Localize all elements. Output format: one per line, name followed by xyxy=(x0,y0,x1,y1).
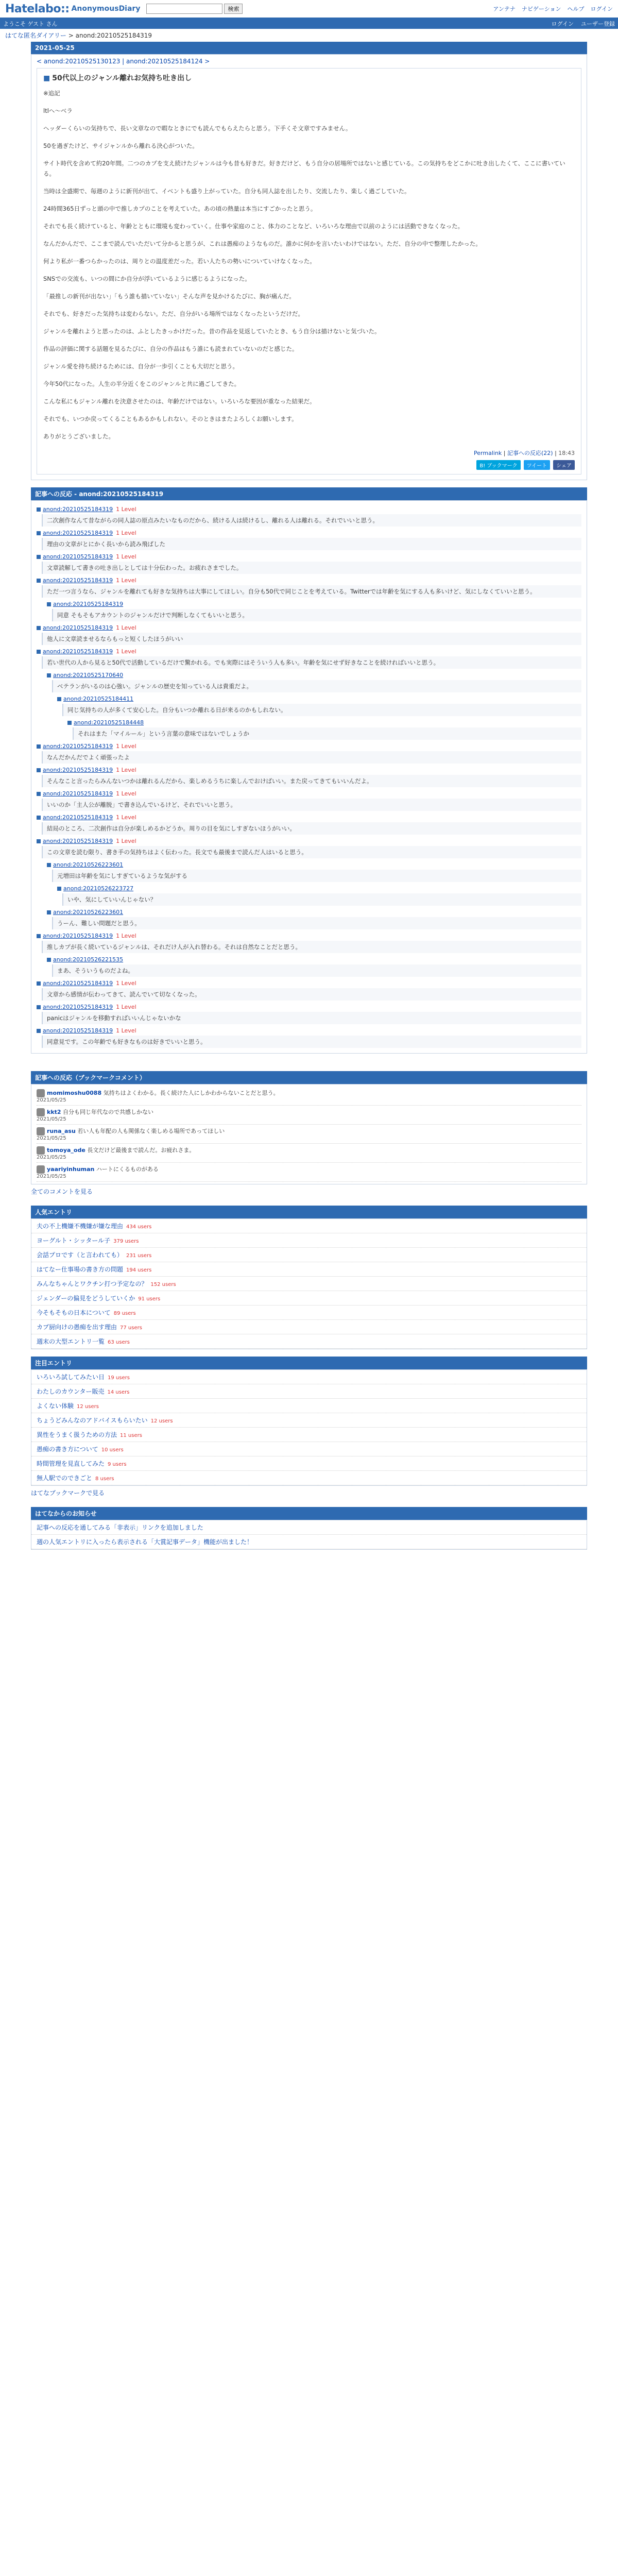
comment-id-link[interactable]: anond:20210526223727 xyxy=(63,885,134,892)
comment-header xyxy=(47,909,581,916)
article-paragraph: ありがとうございました。 xyxy=(43,433,114,440)
article-paragraph: ジャンル愛を持ち続けるためには、自分が一歩引くことも大切だと思う。 xyxy=(43,363,238,370)
comment-item xyxy=(37,1004,581,1024)
trackback-text: 長文だけど最後まで読んだ。お疲れさま。 xyxy=(87,1147,195,1154)
comment-id-link[interactable]: anond:20210525184319 xyxy=(43,743,113,750)
day-nav-next[interactable]: > xyxy=(204,58,210,65)
entry-users-badge: 19 users xyxy=(108,1375,130,1381)
article-paragraph: 24時間365日ずっと頭の中で推しカプのことを考えていた。あの頃の熱量は本当にすごかったと思う。 xyxy=(43,205,317,212)
popular-header: 人気エントリ xyxy=(31,1206,587,1218)
day-date: 2021-05-25 xyxy=(31,42,587,54)
comment-bullet-icon xyxy=(37,555,41,559)
entry-title[interactable]: みんなちゃんとワクチン打つ予定なの？ xyxy=(37,1280,148,1287)
comment-item xyxy=(37,506,581,527)
reactions-link[interactable]: 記事への反応(22) xyxy=(507,450,553,456)
subbar-register[interactable]: ユーザー登録 xyxy=(581,21,615,27)
breadcrumb-current: anond:20210525184319 xyxy=(75,32,152,39)
comment-id-link[interactable]: anond:20210525184319 xyxy=(43,1004,113,1010)
comment-header xyxy=(47,601,581,607)
entry-users-badge: 14 users xyxy=(107,1389,130,1395)
entry-title[interactable]: 時間管理を見直してみた xyxy=(37,1460,105,1467)
comment-bullet-icon xyxy=(37,1005,41,1009)
bookmark-view-link[interactable]: はてなブックマークで見る xyxy=(31,1489,105,1497)
article-paragraph: ltlへ～ベラ xyxy=(43,107,73,114)
entry-title[interactable]: 今そもそもの日本について xyxy=(37,1309,111,1316)
comment-id-link[interactable]: anond:20210526221535 xyxy=(53,956,124,963)
comment-bullet-icon xyxy=(37,1029,41,1033)
comment-header xyxy=(57,885,581,892)
entry-users-badge: 379 users xyxy=(113,1239,139,1244)
entry-title[interactable]: ジェンダーの偏見をどうしていくか xyxy=(37,1295,135,1302)
day-nav-link-1[interactable]: anond:20210525130123 xyxy=(43,58,121,65)
comment-item xyxy=(37,838,581,858)
comment-item xyxy=(37,814,581,835)
article-paragraph: ジャンルを離れようと思ったのは、ふとしたきっかけだった。昔の作品を見返していたとき、もう自分は描けないと気づいた。 xyxy=(43,328,381,335)
trackback-text: ハートにくるものがある xyxy=(96,1166,159,1173)
comment-item xyxy=(47,861,581,882)
user-avatar-icon xyxy=(37,1146,45,1155)
entry-item[interactable] xyxy=(31,1399,587,1413)
comment-header xyxy=(37,790,581,797)
article-paragraph: なんだかんだで、ここまで読んでいただいて分かると思うが、これは愚痴のようなものだ。誰かに何かを言いたいわけではない。ただ、自分の中で整理したかった。 xyxy=(43,240,482,247)
search-button[interactable]: 検索 xyxy=(224,4,243,14)
comment-header xyxy=(37,624,581,631)
entry-item[interactable] xyxy=(31,1370,587,1384)
article-paragraph: それでも長く続けていると、年齢とともに環境も変わっていく。仕事や家庭のこと、体力のことなど、いろいろな理由で以前のようには活動できなくなった。 xyxy=(43,223,464,230)
popular-list xyxy=(31,1218,587,1349)
comment-body: 他人に文章読ませるならもっと短くしたほうがいい xyxy=(42,633,581,645)
comment-header xyxy=(37,530,581,536)
facebook-share-button[interactable]: シェア xyxy=(553,460,575,470)
comment-id-link[interactable]: anond:20210525184319 xyxy=(43,1027,113,1034)
entry-users-badge: 9 users xyxy=(108,1462,127,1467)
comment-item xyxy=(47,909,581,929)
article-paragraph: 「最推しの新刊が出ない」「もう誰も描いていない」そんな声を見かけるたびに、胸が痛んだ。 xyxy=(43,293,295,300)
article-paragraph: 当時は全盛期で、毎週のように新刊が出て、イベントも盛り上がっていた。自分も同人誌を出したり、交流したり、楽しく過ごしていた。 xyxy=(43,188,410,195)
comment-body: 同意 そもそもアカウントのジャンルだけで判断しなくてもいいと思う。 xyxy=(52,609,581,621)
spacer xyxy=(31,1054,587,1064)
comment-body: いや、気にしていいんじゃない？ xyxy=(62,893,581,906)
entry-item[interactable] xyxy=(31,1248,587,1262)
entry-item[interactable] xyxy=(31,1428,587,1442)
comment-body: いいのか「主人公が離脱」で書き込んでいるけど、それでいいと思う。 xyxy=(42,799,581,811)
entry-title[interactable]: 記事への反応を通してみる「非表示」リンクを追加しました xyxy=(37,1524,203,1531)
article-title[interactable]: ■ 50代以上のジャンル離れお気持ち吐き出し xyxy=(43,73,575,83)
article-paragraph: 50を過ぎたけど、サイジャンルから離れる決心がついた。 xyxy=(43,142,198,149)
comment-id-link[interactable]: anond:20210526223601 xyxy=(53,861,124,868)
comment-body: panicはジャンルを移動すればいいんじゃないかな xyxy=(42,1012,581,1024)
entry-item[interactable] xyxy=(31,1520,587,1535)
breadcrumb xyxy=(0,29,618,42)
entry-users-badge: 8 users xyxy=(95,1476,114,1482)
comment-bullet-icon xyxy=(37,531,41,535)
comment-header xyxy=(37,553,581,560)
article-paragraph: こんな私にもジャンル離れを決意させたのは、年齢だけではない。いろいろな要因が重なった結果だ。 xyxy=(43,398,316,405)
comment-body: 若い世代の人から見ると50代で活動しているだけで驚かれる。でも実際にはそういう人も多い。年齢を気にせず好きなことを続ければいいと思う。 xyxy=(42,656,581,669)
entry-item[interactable] xyxy=(31,1277,587,1291)
comment-bullet-icon xyxy=(37,579,41,583)
comment-bullet-icon xyxy=(47,910,51,914)
comment-bullet-icon xyxy=(37,744,41,749)
trackback-text: 自分も同じ年代なので共感しかない xyxy=(63,1109,154,1115)
article-paragraph: 何より私が一番つらかったのは、周りとの温度差だった。若い人たちの勢いについていけなくなった。 xyxy=(43,258,316,265)
entry-item[interactable] xyxy=(31,1306,587,1320)
comment-bullet-icon xyxy=(37,792,41,796)
comment-bullet-icon xyxy=(47,863,51,867)
trackback-user[interactable]: runa_asu xyxy=(47,1128,76,1134)
comment-bullet-icon xyxy=(37,650,41,654)
comment-id-link[interactable]: anond:20210525184319 xyxy=(43,814,113,821)
entry-title[interactable]: 無人駅でのできごと xyxy=(37,1475,93,1482)
comment-item xyxy=(37,1027,581,1048)
comment-header xyxy=(37,838,581,844)
hot-header: 注目エントリ xyxy=(31,1357,587,1369)
comment-bullet-icon xyxy=(67,721,72,725)
top-link-navigation[interactable]: ナビゲーション xyxy=(521,6,561,12)
comment-level-badge: 1 Level xyxy=(116,624,136,631)
comment-bullet-icon xyxy=(47,958,51,962)
entry-title[interactable]: ちょうどみんなのアドバイスもらいたい xyxy=(37,1417,148,1424)
entry-item[interactable] xyxy=(31,1471,587,1485)
comment-item xyxy=(37,553,581,574)
trackback-meta: 2021/05/25 xyxy=(37,1116,66,1122)
entry-title[interactable]: 異性をうまく扱うための方法 xyxy=(37,1431,117,1438)
entry-users-badge: 12 users xyxy=(77,1404,99,1410)
comment-level-badge: 1 Level xyxy=(116,790,136,797)
comment-header xyxy=(37,933,581,939)
comment-item xyxy=(47,672,581,692)
article xyxy=(37,68,581,474)
post-time: 18:43 xyxy=(558,450,575,456)
breadcrumb-separator: > xyxy=(66,32,76,39)
comment-item xyxy=(37,933,581,953)
top-link-antenna[interactable]: アンテナ xyxy=(493,6,516,12)
site-logo-sub[interactable]: AnonymousDiary xyxy=(71,5,141,13)
entry-item[interactable] xyxy=(31,1233,587,1248)
comment-item xyxy=(37,624,581,645)
entry-title[interactable]: はてなー仕事場の書き方の問題 xyxy=(37,1266,124,1273)
notice-list xyxy=(31,1520,587,1550)
comment-header xyxy=(37,1004,581,1010)
comments-header: 記事への反応 - anond:20210525184319 xyxy=(31,487,587,500)
comment-bullet-icon xyxy=(37,507,41,512)
entry-item[interactable] xyxy=(31,1262,587,1277)
trackback-user[interactable]: momimoshu0088 xyxy=(47,1090,102,1096)
entry-users-badge: 434 users xyxy=(126,1224,152,1230)
comment-body: 二次創作なんて昔ながらの同人誌の原点みたいなものだから、続ける人は続けるし、離れる人は離れる。それでいいと思う。 xyxy=(42,514,581,527)
entry-title[interactable]: よくない体験 xyxy=(37,1402,74,1410)
comment-header xyxy=(37,506,581,513)
trackback-item xyxy=(37,1144,581,1163)
comment-id-link[interactable]: anond:20210525184319 xyxy=(43,933,113,939)
notice-header: はてなからのお知らせ xyxy=(31,1507,587,1520)
day-nav-separator: | xyxy=(120,58,127,65)
trackback-meta: 2021/05/25 xyxy=(37,1136,66,1141)
subbar-login[interactable]: ログイン xyxy=(551,21,574,27)
comment-bullet-icon xyxy=(37,934,41,938)
article-paragraph: ヘッダーくらいの気持ちで、長い文章なので暇なときにでも読んでもらえたらと思う。下手くそ文章ですみません。 xyxy=(43,125,352,132)
comment-body: この文章を読む限り、書き手の気持ちはよく伝わった。長文でも最後まで読んだ人はいると思う。 xyxy=(42,846,581,858)
comment-header xyxy=(47,672,581,679)
comment-header xyxy=(47,956,581,963)
trackback-text: 若い人も年配の人も関係なく楽しめる場所であってほしい xyxy=(77,1128,225,1134)
trackback-item xyxy=(37,1106,581,1125)
comment-bullet-icon xyxy=(37,626,41,630)
comment-body: 推しカプが長く続いているジャンルは、それだけ人が入れ替わる。それは自然なことだと思う。 xyxy=(42,941,581,953)
comment-id-link[interactable]: anond:20210525184411 xyxy=(63,696,134,702)
comment-item xyxy=(67,719,581,740)
comment-bullet-icon xyxy=(47,602,51,606)
site-logo[interactable]: Hatelabo:: xyxy=(5,2,70,15)
entry-item[interactable] xyxy=(31,1291,587,1306)
trackback-text: 気持ちはよくわかる。長く続けた人にしかわからないことだと思う。 xyxy=(103,1090,279,1096)
entry-title[interactable]: いろいろ試してみたい日 xyxy=(37,1374,105,1381)
entry-users-badge: 231 users xyxy=(126,1253,152,1259)
comment-bullet-icon xyxy=(37,768,41,772)
comment-body: 理由の文章がとにかく長いから読み飛ばした xyxy=(42,538,581,550)
comment-id-link[interactable]: anond:20210525184319 xyxy=(43,767,113,773)
article-footer: Permalink | 記事への反応(22) | 18:43 xyxy=(474,450,575,456)
sub-bar xyxy=(0,19,618,29)
comment-body: 結局のところ、二次創作は自分が楽しめるかどうか。周りの目を気にしすぎないほうがいい。 xyxy=(42,822,581,835)
trackback-user[interactable]: tomoya_ode xyxy=(47,1147,85,1154)
trackback-user[interactable]: yaariyinhuman xyxy=(47,1166,95,1173)
comment-level-badge: 1 Level xyxy=(116,577,136,584)
comment-bullet-icon xyxy=(47,673,51,677)
comment-level-badge: 1 Level xyxy=(116,743,136,750)
breadcrumb-root[interactable]: はてな匿名ダイアリー xyxy=(5,32,66,39)
comment-body: 同意見です。この年齢でも好きなものは好きでいいと思う。 xyxy=(42,1036,581,1048)
entry-item[interactable] xyxy=(31,1320,587,1334)
comment-level-badge: 1 Level xyxy=(116,838,136,844)
comment-header xyxy=(37,980,581,987)
comment-header xyxy=(37,1027,581,1034)
top-link-help[interactable]: ヘルプ xyxy=(567,6,585,12)
comment-bullet-icon xyxy=(57,887,61,891)
trackback-item xyxy=(37,1125,581,1144)
comment-bullet-icon xyxy=(37,839,41,843)
welcome-text: ようこそ ゲスト さん xyxy=(3,21,58,27)
comment-bullet-icon xyxy=(37,981,41,986)
comment-id-link[interactable]: anond:20210525184319 xyxy=(43,648,113,655)
comment-id-link[interactable]: anond:20210525184319 xyxy=(43,553,113,560)
comment-header xyxy=(37,767,581,773)
trackbacks-list xyxy=(31,1084,587,1184)
entry-users-badge: 91 users xyxy=(138,1296,161,1302)
day-nav xyxy=(31,55,587,68)
user-avatar-icon xyxy=(37,1089,45,1097)
comment-body: なんだかんだでよく頑張ったよ xyxy=(42,751,581,764)
comment-id-link[interactable]: anond:20210525184319 xyxy=(53,601,124,607)
comment-item xyxy=(37,980,581,1001)
trackback-meta: 2021/05/25 xyxy=(37,1097,66,1103)
comment-id-link[interactable]: anond:20210525184319 xyxy=(43,506,113,513)
entry-users-badge: 11 users xyxy=(120,1433,142,1438)
comment-item xyxy=(47,956,581,977)
comment-item xyxy=(37,790,581,811)
comment-item xyxy=(37,767,581,787)
article-paragraph: SNSでの交流も、いつの間にか自分が浮いているように感じるようになった。 xyxy=(43,275,251,282)
comment-level-badge: 1 Level xyxy=(116,553,136,560)
comment-item xyxy=(57,696,581,716)
trackback-item xyxy=(37,1163,581,1182)
comment-body: ベテランがいるのは心強い。ジャンルの歴史を知っている人は貴重だよ。 xyxy=(52,680,581,692)
comment-body: それはまた「マイルール」という言葉の意味ではないでしょうか xyxy=(73,727,581,740)
comment-level-badge: 1 Level xyxy=(116,1027,136,1034)
day-nav-prev[interactable]: < xyxy=(37,58,42,65)
entry-title[interactable]: ヨーグルト・シッタール子 xyxy=(37,1237,111,1244)
entry-title[interactable]: 週末の大型エントリ一覧 xyxy=(37,1338,105,1345)
comment-id-link[interactable]: anond:20210525184319 xyxy=(43,530,113,536)
comment-body: ただ一つ言うなら、ジャンルを離れても好きな気持ちは大事にしてほしい。自分も50代で同じことを考えている。Twitterでは年齢を気にする人も多いけど、気にしなくていいと思う。 xyxy=(42,585,581,598)
article-paragraph: サイト時代を含めて約20年間。二つのカプを支え続けたジャンルは今も昔も好きだ。好きだけど、もう自分の居場所ではないと感じている。この気持ちをどこかに吐き出したくて、ここに書いている。 xyxy=(43,160,565,177)
entry-item[interactable] xyxy=(31,1219,587,1233)
comment-level-badge: 1 Level xyxy=(116,506,136,513)
top-link-login[interactable]: ログイン xyxy=(590,6,613,12)
entry-item[interactable] xyxy=(31,1384,587,1399)
entry-title[interactable]: 愚痴の書き方について xyxy=(37,1446,98,1453)
article-paragraph: ※追記 xyxy=(43,90,60,97)
main-content xyxy=(31,42,587,1550)
entry-users-badge: 77 users xyxy=(120,1325,142,1331)
entry-item[interactable] xyxy=(31,1334,587,1349)
top-links xyxy=(493,5,613,13)
comment-header xyxy=(67,719,581,726)
comment-body: 元増田は年齢を気にしすぎているような気がする xyxy=(52,870,581,882)
trackback-item xyxy=(37,1087,581,1106)
trackbacks-header: 記事への反応（ブックマークコメント） xyxy=(31,1071,587,1084)
comment-item xyxy=(37,743,581,764)
comment-id-link[interactable]: anond:20210525184448 xyxy=(74,719,144,726)
entry-title[interactable]: 会話プロです（と言われても） xyxy=(37,1251,124,1259)
comment-level-badge: 1 Level xyxy=(116,648,136,655)
trackback-meta: 2021/05/25 xyxy=(37,1174,66,1179)
comment-header xyxy=(57,696,581,702)
user-avatar-icon xyxy=(37,1165,45,1174)
entry-users-badge: 10 users xyxy=(101,1447,124,1453)
comment-id-link[interactable]: anond:20210525184319 xyxy=(43,790,113,797)
entry-item[interactable] xyxy=(31,1535,587,1549)
entry-title[interactable]: わたしのカウンター販売 xyxy=(37,1388,105,1395)
comment-item xyxy=(37,648,581,669)
comment-id-link[interactable]: anond:20210525170640 xyxy=(53,672,124,679)
comment-level-badge: 1 Level xyxy=(116,1004,136,1010)
share-bar xyxy=(43,460,575,470)
comment-level-badge: 1 Level xyxy=(116,933,136,939)
comment-body: まあ、そういうものだよね。 xyxy=(52,964,581,977)
comment-item xyxy=(37,530,581,550)
comment-level-badge: 1 Level xyxy=(116,530,136,536)
entry-item[interactable] xyxy=(31,1442,587,1456)
article-paragraph: それでも、好きだった気持ちは変わらない。ただ、自分がいる場所ではなくなったというだけだ。 xyxy=(43,310,304,317)
entry-users-badge: 152 users xyxy=(150,1282,176,1287)
comment-level-badge: 1 Level xyxy=(116,814,136,821)
entry-item[interactable] xyxy=(31,1413,587,1428)
comment-body: 同じ気持ちの人が多くて安心した。自分もいつか離れる日が来るのかもしれない。 xyxy=(62,704,581,716)
comments-list xyxy=(31,500,587,1054)
comment-body: そんなこと言ったらみんないつかは離れるんだから、楽しめるうちに楽しんでおけばいい。また戻ってきてもいいんだよ。 xyxy=(42,775,581,787)
comment-item xyxy=(47,601,581,621)
comment-bullet-icon xyxy=(37,816,41,820)
search-input[interactable] xyxy=(146,4,222,14)
comment-id-link[interactable]: anond:20210525184319 xyxy=(43,624,113,631)
comment-item xyxy=(37,577,581,598)
comment-header xyxy=(37,743,581,750)
hot-list xyxy=(31,1369,587,1486)
comment-header xyxy=(37,648,581,655)
user-avatar-icon xyxy=(37,1127,45,1136)
comment-id-link[interactable]: anond:20210525184319 xyxy=(43,980,113,987)
article-paragraph: 作品の評価に関する話題を見るたびに、自分の作品はもう誰にも読まれていないのだと感じた。 xyxy=(43,345,298,352)
comment-body: うーん、難しい問題だと思う。 xyxy=(52,917,581,929)
comment-id-link[interactable]: anond:20210526223601 xyxy=(53,909,124,916)
entry-item[interactable] xyxy=(31,1456,587,1471)
day-box xyxy=(31,54,587,480)
comment-level-badge: 1 Level xyxy=(116,767,136,773)
comment-item xyxy=(57,885,581,906)
entry-users-badge: 194 users xyxy=(126,1267,152,1273)
comment-header xyxy=(47,861,581,868)
comment-level-badge: 1 Level xyxy=(116,980,136,987)
tweet-button[interactable]: ツイート xyxy=(524,460,551,470)
comment-header xyxy=(37,577,581,584)
entry-users-badge: 89 users xyxy=(113,1311,136,1316)
article-paragraph: それでも、いつか戻ってくることもあるかもしれない。そのときはまたよろしくお願いします。 xyxy=(43,415,298,422)
article-paragraph: 今年50代になった。人生の半分近くをこのジャンルと共に過ごしてきた。 xyxy=(43,380,241,387)
trackback-meta: 2021/05/25 xyxy=(37,1155,66,1160)
user-avatar-icon xyxy=(37,1108,45,1116)
entry-users-badge: 63 users xyxy=(108,1340,130,1345)
entry-title[interactable]: 夫の不上機嫌不機嫌が嫌な理由 xyxy=(37,1223,124,1230)
comment-bullet-icon xyxy=(57,697,61,701)
day-nav-link-2[interactable]: anond:20210525184124 xyxy=(126,58,203,65)
trackback-user[interactable]: kkt2 xyxy=(47,1109,61,1115)
bookmark-button[interactable]: B! ブックマーク xyxy=(476,460,520,470)
entry-users-badge: 12 users xyxy=(150,1418,173,1424)
comment-id-link[interactable]: anond:20210525184319 xyxy=(43,838,113,844)
entry-title[interactable]: カプ厨向けの愚痴を出す理由 xyxy=(37,1324,117,1331)
article-body xyxy=(43,88,575,442)
comment-id-link[interactable]: anond:20210525184319 xyxy=(43,577,113,584)
top-bar xyxy=(0,0,618,19)
trackbacks-more-link[interactable]: 全てのコメントを見る xyxy=(31,1188,93,1195)
comment-body: 文章読解して書きの吐き出しとしては十分伝わった。お疲れさまでした。 xyxy=(42,562,581,574)
entry-title[interactable]: 週の人気エントリに入ったら表示される「大賞記事データ」機能が出ました！ xyxy=(37,1538,253,1546)
comment-header xyxy=(37,814,581,821)
comment-body: 文章から感情が伝わってきて、読んでいて切なくなった。 xyxy=(42,988,581,1001)
permalink-link[interactable]: Permalink xyxy=(474,450,502,456)
